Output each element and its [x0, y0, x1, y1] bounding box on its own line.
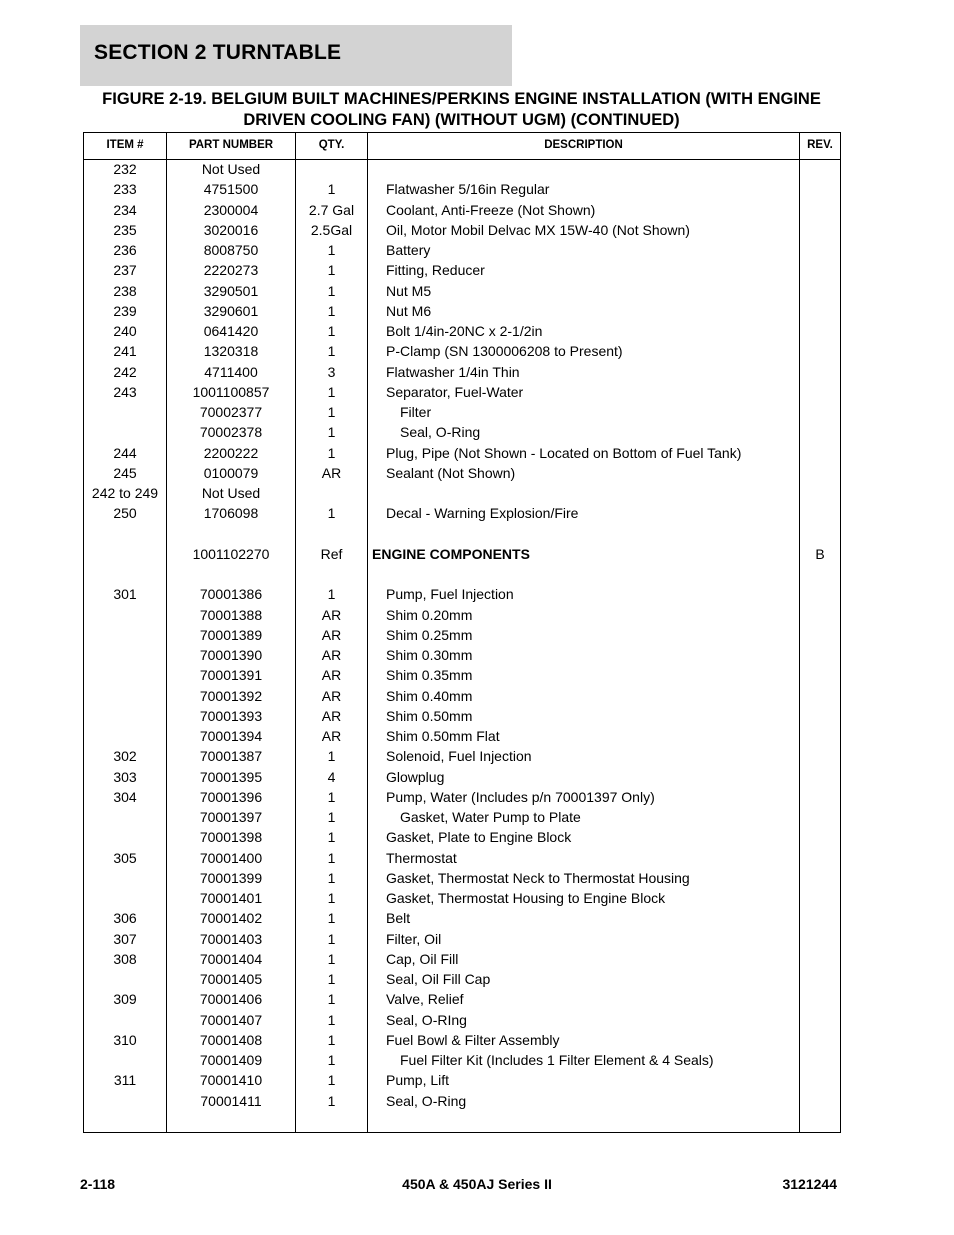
- header-rev: REV.: [807, 139, 833, 151]
- item-cell: 309: [113, 991, 137, 1008]
- item-cell: 245: [113, 464, 137, 481]
- table-row: [84, 281, 840, 301]
- item-cell: 244: [113, 444, 137, 461]
- table-row: [84, 1050, 840, 1070]
- qty-cell: 1: [327, 910, 336, 927]
- rev-cell: [800, 524, 840, 544]
- item-cell: 303: [113, 768, 137, 785]
- description-cell: Separator, Fuel-Water: [386, 383, 524, 400]
- qty-cell: 1: [327, 869, 336, 886]
- item-cell: [84, 422, 166, 442]
- item-cell: 233: [113, 181, 137, 198]
- table-header: [84, 133, 840, 160]
- table-row: [84, 989, 840, 1009]
- part-number-cell: 3020016: [203, 221, 259, 238]
- part-number-cell: 2220273: [203, 262, 259, 279]
- qty-cell: 1: [327, 1011, 336, 1028]
- qty-cell: AR: [321, 626, 342, 643]
- description-cell: Shim 0.25mm: [386, 626, 473, 643]
- description-cell: Fitting, Reducer: [386, 262, 485, 279]
- rev-cell: [800, 645, 840, 665]
- qty-cell: [296, 564, 367, 584]
- table-row: [84, 402, 840, 422]
- item-cell: [84, 665, 166, 685]
- part-number-cell: 4751500: [203, 181, 259, 198]
- part-number-cell: 2200222: [203, 444, 259, 461]
- description-cell: Gasket, Thermostat Neck to Thermostat Housing: [386, 869, 690, 886]
- table-row: [84, 1091, 840, 1111]
- qty-cell: 1: [327, 971, 336, 987]
- description-cell: Valve, Relief: [386, 991, 464, 1008]
- item-cell: [84, 402, 166, 422]
- rev-cell: [800, 605, 840, 625]
- description-cell: Thermostat: [386, 849, 457, 866]
- part-number-cell: 70001403: [199, 930, 263, 947]
- part-number-cell: 70001406: [199, 991, 263, 1008]
- item-cell: 306: [113, 910, 137, 927]
- rev-cell: [800, 341, 840, 361]
- part-number-cell: 70001400: [199, 849, 263, 866]
- rev-cell: [800, 969, 840, 989]
- qty-cell: Ref: [320, 545, 343, 562]
- rev-cell: [800, 868, 840, 888]
- item-cell: [84, 868, 166, 888]
- part-number-cell: 70001408: [199, 1031, 263, 1048]
- table-row: [84, 605, 840, 625]
- qty-cell: 3: [327, 363, 336, 380]
- description-cell: Shim 0.50mm: [386, 707, 473, 724]
- part-number-cell: 70001401: [199, 890, 263, 906]
- description-cell: Seal, O-Ring: [400, 424, 481, 441]
- table-row: [84, 564, 840, 584]
- part-number-cell: Not Used: [201, 161, 261, 177]
- table-row: [84, 949, 840, 969]
- rev-cell: [800, 159, 840, 179]
- table-row: [84, 382, 840, 402]
- qty-cell: [296, 524, 367, 544]
- rev-cell: [800, 321, 840, 341]
- rev-cell: [800, 746, 840, 766]
- part-number-cell: 70001404: [199, 950, 263, 967]
- table-row: [84, 260, 840, 280]
- table-row: [84, 321, 840, 341]
- qty-cell: 1: [327, 444, 336, 461]
- item-cell: 304: [113, 788, 137, 805]
- qty-cell: 1: [327, 242, 336, 258]
- description-cell: Nut M5: [386, 282, 432, 299]
- item-cell: 302: [113, 748, 137, 765]
- table-row: [84, 443, 840, 463]
- part-number-cell: 70001398: [199, 829, 263, 846]
- description-cell: Seal, O-RIng: [386, 1011, 467, 1028]
- qty-cell: 1: [327, 1052, 336, 1068]
- description-cell: Shim 0.50mm Flat: [386, 728, 500, 744]
- item-cell: 307: [113, 930, 137, 947]
- item-cell: 242: [113, 363, 137, 380]
- part-number-cell: 70002377: [199, 404, 263, 420]
- description-cell: Belt: [386, 910, 411, 927]
- part-number-cell: 70001409: [199, 1052, 263, 1068]
- header-item: ITEM #: [106, 139, 144, 151]
- item-cell: 310: [113, 1031, 137, 1048]
- rev-cell: [800, 1010, 840, 1030]
- rev-cell: [800, 402, 840, 422]
- rev-cell: [800, 281, 840, 301]
- qty-cell: 1: [327, 424, 336, 441]
- part-number-cell: 70001410: [199, 1072, 263, 1089]
- rev-cell: [800, 686, 840, 706]
- qty-cell: AR: [321, 707, 342, 724]
- qty-cell: 1: [327, 282, 336, 299]
- table-row: [84, 524, 840, 544]
- rev-cell: [800, 443, 840, 463]
- rev-cell: [800, 1050, 840, 1070]
- part-number-cell: 8008750: [203, 242, 259, 258]
- qty-cell: 1: [327, 302, 336, 319]
- description-cell: Battery: [386, 242, 431, 258]
- qty-cell: 1: [327, 748, 336, 765]
- part-number-cell: 70001389: [199, 626, 263, 643]
- item-cell: 301: [113, 586, 137, 603]
- description-cell: Cap, Oil Fill: [386, 950, 459, 967]
- qty-cell: 4: [327, 768, 336, 785]
- rev-cell: [800, 362, 840, 382]
- qty-cell: AR: [321, 687, 342, 704]
- qty-cell: [296, 159, 367, 179]
- table-row: [84, 827, 840, 847]
- item-cell: [84, 969, 166, 989]
- part-number-cell: 1001102270: [192, 545, 270, 562]
- rev-cell: [800, 848, 840, 868]
- item-cell: 238: [113, 282, 137, 299]
- qty-cell: 1: [327, 404, 336, 420]
- description-cell: Shim 0.20mm: [386, 606, 473, 623]
- item-cell: 235: [113, 221, 137, 238]
- item-cell: 243: [113, 383, 137, 400]
- part-number-cell: Not Used: [201, 485, 261, 501]
- part-number-cell: 70001388: [199, 606, 263, 623]
- item-cell: 236: [113, 242, 137, 258]
- description-cell: [372, 564, 814, 584]
- part-number-cell: 70001387: [199, 748, 263, 765]
- item-cell: 308: [113, 950, 137, 967]
- qty-cell: 1: [327, 1092, 336, 1109]
- table-row: [84, 179, 840, 199]
- table-row: [84, 767, 840, 787]
- part-number-cell: 70001391: [199, 667, 263, 684]
- table-row: [84, 929, 840, 949]
- part-number-cell: 1320318: [203, 343, 259, 360]
- item-cell: [84, 1050, 166, 1070]
- rev-cell: [800, 989, 840, 1009]
- rev-cell: [800, 179, 840, 199]
- item-cell: 237: [113, 262, 137, 279]
- item-cell: 240: [113, 323, 137, 339]
- section-title: SECTION 2 TURNTABLE: [94, 41, 342, 64]
- item-cell: [84, 605, 166, 625]
- qty-cell: 1: [327, 181, 336, 198]
- rev-cell: [800, 787, 840, 807]
- model-name: 450A & 450AJ Series II: [402, 1176, 552, 1192]
- part-number-cell: 70001394: [199, 728, 263, 744]
- rev-cell: [800, 301, 840, 321]
- table-row: [84, 584, 840, 604]
- page-number: 2-118: [80, 1176, 116, 1192]
- table-row: [84, 686, 840, 706]
- part-number-cell: 70001411: [200, 1092, 262, 1109]
- description-cell: Filter, Oil: [386, 930, 442, 947]
- description-cell: Solenoid, Fuel Injection: [386, 748, 532, 765]
- table-row: [84, 787, 840, 807]
- header-part-number: PART NUMBER: [188, 139, 274, 151]
- rev-cell: [800, 200, 840, 220]
- part-number-cell: 70001390: [199, 647, 263, 663]
- rev-cell: [800, 260, 840, 280]
- part-number-cell: 70001397: [199, 809, 263, 825]
- part-number-cell: 2300004: [203, 201, 259, 218]
- rev-cell: [800, 807, 840, 827]
- item-cell: 234: [113, 201, 137, 218]
- qty-cell: AR: [321, 464, 342, 481]
- qty-cell: 1: [327, 505, 336, 522]
- item-cell: [84, 807, 166, 827]
- item-cell: [84, 686, 166, 706]
- description-cell: Fuel Bowl & Filter Assembly: [386, 1031, 560, 1048]
- rev-cell: B: [815, 545, 825, 562]
- table-row: [84, 362, 840, 382]
- description-cell: Nut M6: [386, 302, 432, 319]
- item-cell: 242 to 249: [91, 485, 159, 501]
- table-row: [84, 908, 840, 928]
- part-number-cell: 70001407: [199, 1011, 263, 1028]
- description-cell: Pump, Fuel Injection: [386, 586, 514, 603]
- rev-cell: [800, 929, 840, 949]
- rev-cell: [800, 483, 840, 503]
- rev-cell: [800, 463, 840, 483]
- table-row: [84, 422, 840, 442]
- table-row: [84, 200, 840, 220]
- rev-cell: [800, 1070, 840, 1090]
- part-number-cell: 0641420: [203, 323, 259, 339]
- qty-cell: AR: [321, 606, 342, 623]
- item-cell: [84, 726, 166, 746]
- item-cell: 250: [113, 505, 137, 522]
- rev-cell: [800, 625, 840, 645]
- rev-cell: [800, 949, 840, 969]
- qty-cell: AR: [321, 667, 342, 684]
- part-number-cell: 70001386: [199, 586, 263, 603]
- description-cell: Seal, Oil Fill Cap: [386, 971, 491, 987]
- rev-cell: [800, 564, 840, 584]
- part-number-cell: [167, 524, 295, 544]
- table-row: [84, 220, 840, 240]
- part-number-cell: 3290601: [203, 302, 259, 319]
- rev-cell: [800, 767, 840, 787]
- qty-cell: AR: [321, 647, 342, 663]
- rev-cell: [800, 382, 840, 402]
- item-cell: 232: [113, 161, 137, 177]
- item-cell: [84, 888, 166, 908]
- rev-cell: [800, 220, 840, 240]
- item-cell: [84, 827, 166, 847]
- part-number-cell: 1001100857: [192, 383, 270, 400]
- document-number: 3121244: [782, 1176, 837, 1192]
- item-cell: [84, 1010, 166, 1030]
- qty-cell: 1: [327, 950, 336, 967]
- description-cell: Decal - Warning Explosion/Fire: [386, 505, 579, 522]
- table-row: [84, 301, 840, 321]
- item-cell: 239: [113, 302, 137, 319]
- qty-cell: 1: [327, 1072, 336, 1089]
- description-cell: Shim 0.40mm: [386, 687, 473, 704]
- qty-cell: AR: [321, 728, 342, 744]
- item-cell: [84, 625, 166, 645]
- table-row: [84, 1010, 840, 1030]
- rev-cell: [800, 503, 840, 523]
- table-row: [84, 1030, 840, 1050]
- description-cell: Shim 0.35mm: [386, 667, 473, 684]
- item-cell: 311: [113, 1072, 137, 1089]
- qty-cell: 2.5Gal: [310, 221, 353, 238]
- item-cell: [84, 1091, 166, 1111]
- rev-cell: [800, 240, 840, 260]
- part-number-cell: 70001393: [199, 707, 263, 724]
- table-row: [84, 463, 840, 483]
- table-row: [84, 746, 840, 766]
- qty-cell: 1: [327, 383, 336, 400]
- part-number-cell: 70001395: [199, 768, 263, 785]
- parts-table: [83, 132, 841, 1133]
- table-row: [84, 706, 840, 726]
- table-row: [84, 726, 840, 746]
- rev-cell: [800, 1091, 840, 1111]
- description-cell: Filter: [400, 404, 432, 420]
- table-row: [84, 848, 840, 868]
- rev-cell: [800, 726, 840, 746]
- qty-cell: 1: [327, 343, 336, 360]
- table-row: [84, 240, 840, 260]
- part-number-cell: [167, 564, 295, 584]
- description-cell: Gasket, Thermostat Housing to Engine Block: [386, 890, 666, 906]
- description-cell: Shim 0.30mm: [386, 647, 473, 663]
- rev-cell: [800, 827, 840, 847]
- table-row: [84, 665, 840, 685]
- part-number-cell: 70001405: [199, 971, 263, 987]
- description-cell: [372, 159, 814, 179]
- part-number-cell: 0100079: [203, 464, 259, 481]
- description-cell: Seal, O-Ring: [386, 1092, 467, 1109]
- rev-cell: [800, 584, 840, 604]
- part-number-cell: 70001399: [199, 869, 263, 886]
- figure-title: [83, 89, 840, 131]
- description-cell: Gasket, Water Pump to Plate: [400, 809, 581, 825]
- header-qty: QTY.: [318, 139, 345, 151]
- description-cell: [372, 524, 814, 544]
- qty-cell: [296, 483, 367, 503]
- table-row: [84, 888, 840, 908]
- table-row: [84, 969, 840, 989]
- table-row: [84, 483, 840, 503]
- qty-cell: 1: [327, 849, 336, 866]
- item-cell: [84, 645, 166, 665]
- table-row: [84, 503, 840, 523]
- header-description: DESCRIPTION: [544, 139, 623, 151]
- table-row: [84, 625, 840, 645]
- part-number-cell: 70001396: [199, 788, 263, 805]
- rev-cell: [800, 1030, 840, 1050]
- description-cell: Plug, Pipe (Not Shown - Located on Bottom of Fuel Tank): [386, 444, 742, 461]
- part-number-cell: 70001402: [199, 910, 263, 927]
- qty-cell: 1: [327, 323, 336, 339]
- table-row: [84, 544, 840, 564]
- part-number-cell: 70001392: [199, 687, 263, 704]
- part-number-cell: 70002378: [199, 424, 263, 441]
- table-row: [84, 341, 840, 361]
- description-cell: Pump, Lift: [386, 1072, 450, 1089]
- description-cell: Fuel Filter Kit (Includes 1 Filter Element & 4 Seals): [400, 1052, 714, 1068]
- rev-cell: [800, 908, 840, 928]
- item-cell: [84, 706, 166, 726]
- description-cell: Oil, Motor Mobil Delvac MX 15W-40 (Not Shown): [386, 221, 690, 238]
- item-cell: [84, 564, 166, 584]
- qty-cell: 1: [327, 586, 336, 603]
- description-cell: P-Clamp (SN 1300006208 to Present): [386, 343, 623, 360]
- qty-cell: 1: [327, 262, 336, 279]
- item-cell: [84, 524, 166, 544]
- item-cell: 305: [113, 849, 137, 866]
- description-cell: [372, 483, 814, 503]
- table-row: [84, 807, 840, 827]
- description-cell: Bolt 1/4in-20NC x 2-1/2in: [386, 323, 543, 339]
- part-number-cell: 4711400: [204, 363, 258, 380]
- description-cell: Flatwasher 1/4in Thin: [386, 363, 520, 380]
- qty-cell: 1: [327, 788, 336, 805]
- description-cell: Pump, Water (Includes p/n 70001397 Only): [386, 788, 655, 805]
- table-body: [84, 159, 840, 1111]
- description-cell: Glowplug: [386, 768, 445, 785]
- description-cell: Coolant, Anti-Freeze (Not Shown): [386, 201, 596, 218]
- figure-title-line-1: FIGURE 2-19. BELGIUM BUILT MACHINES/PERKINS ENGINE INSTALLATION (WITH ENGINE: [102, 90, 821, 108]
- rev-cell: [800, 665, 840, 685]
- description-cell: ENGINE COMPONENTS: [372, 545, 530, 562]
- qty-cell: 1: [327, 1031, 336, 1048]
- qty-cell: 2.7 Gal: [308, 201, 355, 218]
- rev-cell: [800, 706, 840, 726]
- figure-title-line-2: DRIVEN COOLING FAN) (WITHOUT UGM) (CONTINUED): [243, 111, 680, 129]
- part-number-cell: 3290501: [203, 282, 259, 299]
- qty-cell: 1: [327, 991, 336, 1008]
- qty-cell: 1: [327, 930, 336, 947]
- rev-cell: [800, 422, 840, 442]
- qty-cell: 1: [327, 809, 336, 825]
- section-banner: [80, 25, 512, 86]
- description-cell: Gasket, Plate to Engine Block: [386, 829, 572, 846]
- description-cell: Sealant (Not Shown): [386, 464, 516, 481]
- item-cell: [84, 544, 166, 564]
- table-row: [84, 868, 840, 888]
- table-row: [84, 159, 840, 179]
- qty-cell: 1: [327, 829, 336, 846]
- item-cell: 241: [113, 343, 137, 360]
- rev-cell: [800, 888, 840, 908]
- description-cell: Flatwasher 5/16in Regular: [386, 181, 550, 198]
- qty-cell: 1: [327, 890, 336, 906]
- table-row: [84, 1070, 840, 1090]
- table-row: [84, 645, 840, 665]
- part-number-cell: 1706098: [203, 505, 259, 522]
